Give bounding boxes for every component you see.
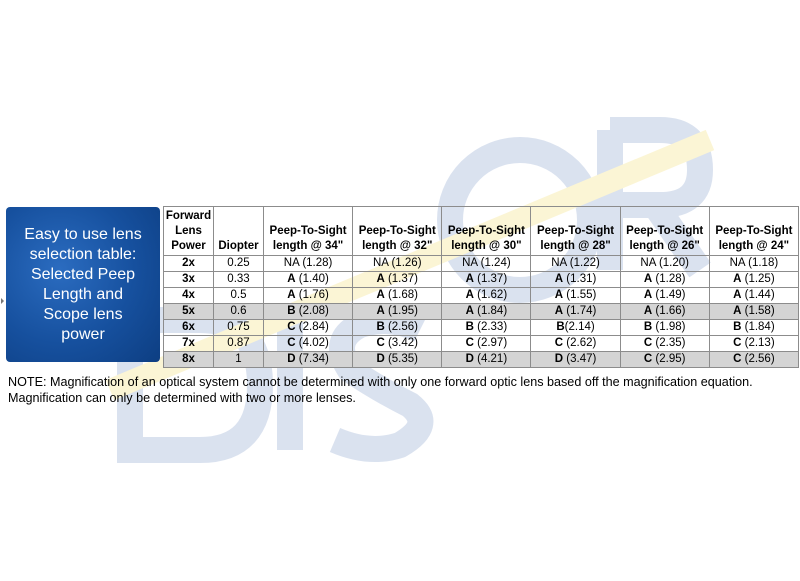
grade: A bbox=[376, 273, 385, 285]
table-cell bbox=[709, 336, 798, 352]
grade: B bbox=[643, 321, 653, 333]
table-cell bbox=[531, 320, 620, 336]
table-cell bbox=[709, 320, 798, 336]
lens-power-cell: 5x bbox=[164, 304, 214, 320]
grade: A bbox=[643, 289, 653, 301]
length-value: (2.56) bbox=[384, 321, 419, 333]
table-cell bbox=[353, 304, 442, 320]
grade: C bbox=[733, 337, 742, 349]
length-value: (1.25) bbox=[741, 273, 775, 285]
length-value: (1.40) bbox=[295, 273, 329, 285]
length-value: (2.35) bbox=[652, 337, 686, 349]
table-cell bbox=[531, 272, 620, 288]
diopter-cell: 0.87 bbox=[214, 336, 264, 352]
table-header-row bbox=[164, 207, 799, 256]
table-row bbox=[164, 304, 799, 320]
length-value: (1.84) bbox=[473, 305, 508, 317]
lens-power-cell: 7x bbox=[164, 336, 214, 352]
grade: A bbox=[554, 305, 564, 317]
table-row bbox=[164, 336, 799, 352]
table-cell bbox=[264, 352, 353, 368]
grade: C bbox=[465, 337, 474, 349]
length-value: (5.35) bbox=[384, 353, 419, 365]
table-cell bbox=[353, 320, 442, 336]
lens-power-cell: 3x bbox=[164, 272, 214, 288]
grade: A bbox=[465, 305, 474, 317]
length-value: (1.98) bbox=[652, 321, 686, 333]
length-value: (4.21) bbox=[473, 353, 508, 365]
table-cell bbox=[353, 336, 442, 352]
table-cell bbox=[264, 320, 353, 336]
length-value: (1.84) bbox=[741, 321, 775, 333]
table-cell bbox=[620, 336, 709, 352]
table-cell bbox=[620, 256, 709, 272]
length-value: (1.49) bbox=[652, 289, 686, 301]
diopter-cell: 1 bbox=[214, 352, 264, 368]
table-cell bbox=[531, 336, 620, 352]
lens-power-cell: 4x bbox=[164, 288, 214, 304]
length-value: (2.56) bbox=[741, 353, 775, 365]
grade: NA bbox=[283, 257, 300, 269]
column-header-28: Peep-To-Sight length @ 28" bbox=[531, 207, 620, 256]
length-value: (1.20) bbox=[655, 257, 689, 269]
length-value: (2.97) bbox=[473, 337, 508, 349]
lens-power-cell: 2x bbox=[164, 256, 214, 272]
grade: D bbox=[376, 353, 385, 365]
length-value: (3.47) bbox=[563, 353, 597, 365]
lens-selection-info-panel bbox=[6, 207, 160, 362]
panel-text: Easy to use lens selection table: Selected Peep Length and Scope lens power bbox=[24, 225, 142, 343]
column-header-26: Peep-To-Sight length @ 26" bbox=[620, 207, 709, 256]
table-row bbox=[164, 288, 799, 304]
grade: A bbox=[733, 305, 742, 317]
magnification-note: NOTE: Magnification of an optical system cannot be determined with only one forward optic lens based off the magnification equation. Magnification can only be determined with two or more lenses. bbox=[8, 375, 753, 405]
grade: B bbox=[733, 321, 742, 333]
length-value: (2.84) bbox=[295, 321, 329, 333]
table-cell bbox=[353, 272, 442, 288]
grade: NA bbox=[462, 257, 478, 269]
grade: A bbox=[554, 289, 564, 301]
length-value: (2.08) bbox=[295, 305, 329, 317]
length-value: (1.95) bbox=[384, 305, 419, 317]
table-cell bbox=[442, 320, 531, 336]
grade: A bbox=[376, 289, 385, 301]
table-cell bbox=[442, 352, 531, 368]
table-cell bbox=[620, 272, 709, 288]
grade: NA bbox=[372, 257, 389, 269]
lens-power-cell: 8x bbox=[164, 352, 214, 368]
grade: A bbox=[733, 273, 742, 285]
grade: A bbox=[643, 273, 653, 285]
table-cell bbox=[709, 288, 798, 304]
length-value: (2.95) bbox=[652, 353, 686, 365]
length-value: (1.76) bbox=[295, 289, 329, 301]
grade: A bbox=[376, 305, 385, 317]
table-cell bbox=[442, 272, 531, 288]
grade: A bbox=[287, 289, 296, 301]
grade: D bbox=[554, 353, 564, 365]
length-value: (1.44) bbox=[741, 289, 775, 301]
grade: NA bbox=[640, 257, 656, 269]
table-cell bbox=[353, 256, 442, 272]
grade: B bbox=[465, 321, 474, 333]
table-cell bbox=[709, 272, 798, 288]
grade: C bbox=[643, 353, 653, 365]
length-value: (3.42) bbox=[384, 337, 419, 349]
column-header-30: Peep-To-Sight length @ 30" bbox=[442, 207, 531, 256]
grade: D bbox=[287, 353, 296, 365]
table-cell bbox=[264, 304, 353, 320]
grade: B bbox=[556, 321, 565, 333]
table-cell bbox=[353, 352, 442, 368]
length-value: (1.22) bbox=[566, 257, 600, 269]
table-cell bbox=[531, 288, 620, 304]
grade: A bbox=[465, 289, 474, 301]
table-cell bbox=[531, 352, 620, 368]
row-marker-icon bbox=[1, 298, 4, 304]
column-header-lens-power: Forward Lens Power bbox=[164, 207, 214, 256]
column-header-24: Peep-To-Sight length @ 24" bbox=[709, 207, 798, 256]
grade: A bbox=[465, 273, 474, 285]
grade: D bbox=[465, 353, 474, 365]
table-row bbox=[164, 352, 799, 368]
table-row bbox=[164, 320, 799, 336]
grade: B bbox=[376, 321, 385, 333]
table-cell bbox=[620, 304, 709, 320]
grade: A bbox=[643, 305, 653, 317]
lens-selection-table bbox=[163, 206, 799, 368]
grade: NA bbox=[551, 257, 567, 269]
table-cell bbox=[531, 256, 620, 272]
length-value: (1.55) bbox=[563, 289, 597, 301]
table-cell bbox=[264, 272, 353, 288]
length-value: (2.13) bbox=[741, 337, 775, 349]
diopter-cell: 0.33 bbox=[214, 272, 264, 288]
table-cell bbox=[264, 336, 353, 352]
grade: A bbox=[287, 273, 296, 285]
table-cell bbox=[264, 256, 353, 272]
grade: C bbox=[287, 321, 296, 333]
table-cell bbox=[442, 304, 531, 320]
table-cell bbox=[709, 304, 798, 320]
length-value: (1.58) bbox=[741, 305, 775, 317]
diopter-cell: 0.5 bbox=[214, 288, 264, 304]
length-value: (1.28) bbox=[299, 257, 333, 269]
diopter-cell: 0.25 bbox=[214, 256, 264, 272]
column-header-32: Peep-To-Sight length @ 32" bbox=[353, 207, 442, 256]
grade: C bbox=[287, 337, 296, 349]
diopter-cell: 0.6 bbox=[214, 304, 264, 320]
grade: A bbox=[733, 289, 742, 301]
lens-power-cell: 6x bbox=[164, 320, 214, 336]
length-value: (1.26) bbox=[388, 257, 422, 269]
grade: B bbox=[287, 305, 296, 317]
table-cell bbox=[442, 336, 531, 352]
grade: NA bbox=[729, 257, 745, 269]
length-value: (4.02) bbox=[295, 337, 329, 349]
length-value: (1.31) bbox=[563, 273, 597, 285]
table-cell bbox=[709, 352, 798, 368]
length-value: (1.74) bbox=[563, 305, 597, 317]
column-header-34: Peep-To-Sight length @ 34" bbox=[264, 207, 353, 256]
table-cell bbox=[709, 256, 798, 272]
table-cell bbox=[264, 288, 353, 304]
length-value: (2.33) bbox=[473, 321, 508, 333]
table-cell bbox=[620, 320, 709, 336]
table-cell bbox=[531, 304, 620, 320]
length-value: (1.37) bbox=[384, 273, 419, 285]
grade: C bbox=[376, 337, 385, 349]
grade: C bbox=[733, 353, 742, 365]
table-cell bbox=[442, 256, 531, 272]
length-value: (1.62) bbox=[473, 289, 508, 301]
length-value: (1.24) bbox=[477, 257, 511, 269]
length-value: (2.62) bbox=[563, 337, 597, 349]
length-value: (1.28) bbox=[652, 273, 686, 285]
table-row bbox=[164, 256, 799, 272]
length-value: (7.34) bbox=[295, 353, 329, 365]
table-cell bbox=[353, 288, 442, 304]
diopter-cell: 0.75 bbox=[214, 320, 264, 336]
length-value: (1.37) bbox=[473, 273, 508, 285]
grade: A bbox=[554, 273, 564, 285]
length-value: (1.68) bbox=[384, 289, 419, 301]
grade: C bbox=[643, 337, 653, 349]
column-header-diopter: Diopter bbox=[214, 207, 264, 256]
length-value: (2.14) bbox=[564, 321, 595, 333]
table-cell bbox=[620, 352, 709, 368]
table-row bbox=[164, 272, 799, 288]
table-cell bbox=[442, 288, 531, 304]
grade: C bbox=[554, 337, 564, 349]
length-value: (1.66) bbox=[652, 305, 686, 317]
table-cell bbox=[620, 288, 709, 304]
length-value: (1.18) bbox=[744, 257, 779, 269]
